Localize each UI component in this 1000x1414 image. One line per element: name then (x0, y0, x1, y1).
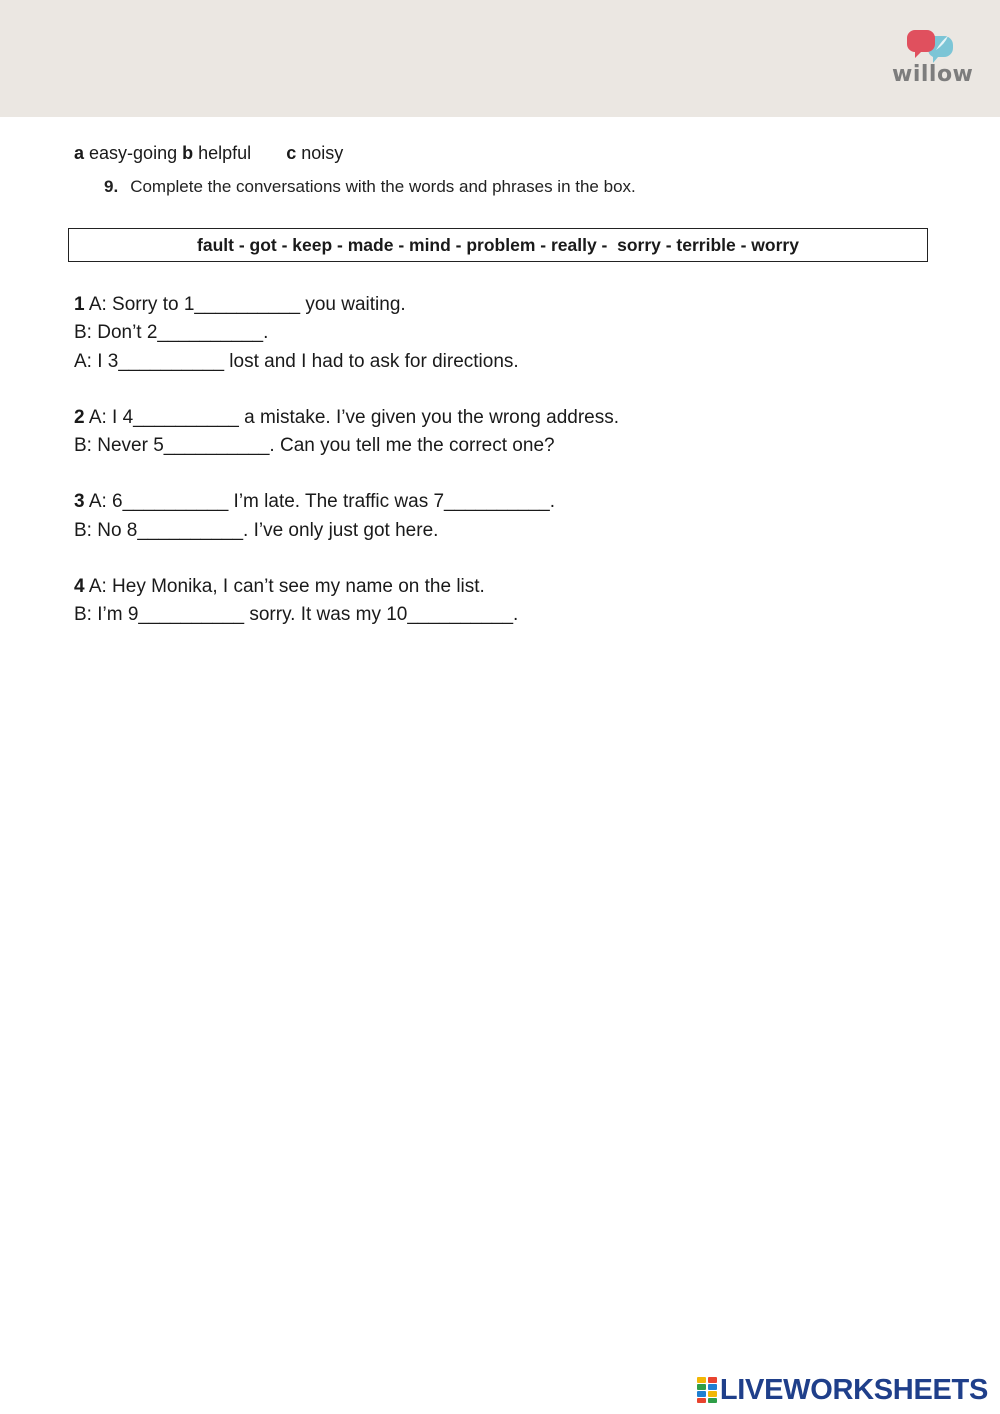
exercise-number: 9. (104, 177, 119, 196)
conversation-3 (74, 488, 619, 545)
conversation-number: 1 (74, 294, 85, 315)
conversation-line: A: Sorry to 1__________ you waiting. (88, 294, 406, 315)
conversation-line: A: 6__________ I’m late. The traffic was 7__________. (88, 491, 555, 513)
option-b-text: helpful (198, 143, 252, 163)
page-header (0, 0, 1000, 117)
option-c-letter: c (286, 143, 297, 163)
option-c-text: noisy (301, 143, 344, 163)
exercise-instruction (104, 177, 636, 197)
conversation-number: 4 (74, 576, 85, 598)
brand-text: LIVEWORKSHEETS (719, 1373, 988, 1406)
conversation-line: A: Hey Monika, I can’t see my name on the list. (88, 576, 485, 598)
option-a-text: easy-going (89, 143, 178, 163)
liveworksheets-logo-icon (697, 1377, 717, 1403)
conversations (74, 291, 619, 658)
conversation-line: B: No 8__________. I’ve only just got here. (74, 519, 439, 541)
conversation-number: 3 (74, 491, 85, 513)
option-b-letter: b (182, 143, 194, 163)
willow-logo (892, 28, 972, 92)
conversation-line: B: Never 5__________. Can you tell me the correct one? (74, 435, 555, 457)
instruction-text: Complete the conversations with the words and phrases in the box. (130, 177, 636, 196)
liveworksheets-brand (697, 1374, 988, 1406)
word-box: fault - got - keep - made - mind - problem - really - sorry - terrible - worry (68, 228, 928, 262)
answer-options (74, 143, 343, 164)
conversation-2 (74, 404, 619, 461)
conversation-line: B: Don’t 2__________. (74, 322, 269, 344)
conversation-line: B: I’m 9__________ sorry. It was my 10__________. (74, 604, 519, 626)
conversation-4 (74, 573, 619, 630)
conversation-line: A: I 4__________ a mistake. I’ve given you the wrong address. (88, 406, 620, 428)
option-a-letter: a (74, 143, 85, 163)
conversation-line: A: I 3__________ lost and I had to ask for directions. (74, 350, 519, 372)
conversation-1 (74, 291, 619, 376)
conversation-number: 2 (74, 406, 85, 428)
logo-text: willow (892, 62, 974, 87)
speech-bubbles-icon (906, 28, 954, 66)
